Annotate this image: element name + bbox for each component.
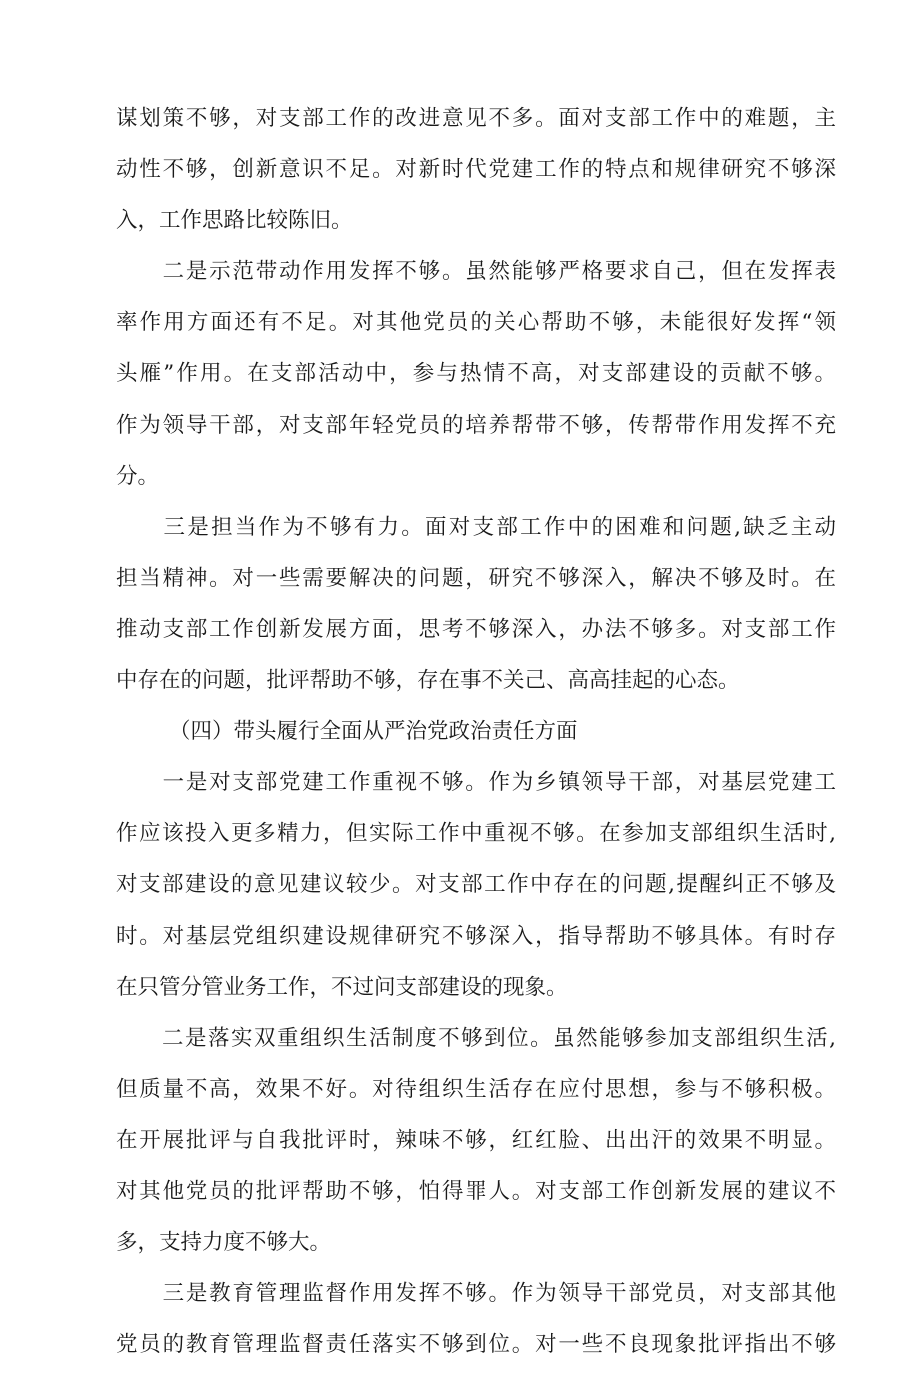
- text-line: 在只管分管业务工作，不过问支部建设的现象。: [116, 974, 568, 1000]
- text-line: 三是担当作为不够有力。面对支部工作中的困难和问题,缺乏主动: [116, 514, 836, 540]
- text-line: 入，工作思路比较陈旧。: [116, 208, 353, 234]
- text-line: 多，支持力度不够大。: [116, 1230, 332, 1256]
- section-heading: （四）带头履行全面从严治党政治责任方面: [169, 719, 578, 745]
- text-line: 作为领导干部，对支部年轻党员的培养帮带不够，传帮带作用发挥不充: [116, 412, 836, 438]
- text-line: 担当精神。对一些需要解决的问题，研究不够深入，解决不够及时。在: [116, 565, 836, 591]
- text-line: 作应该投入更多精力，但实际工作中重视不够。在参加支部组织生活时,: [116, 821, 836, 847]
- text-line: 二是示范带动作用发挥不够。虽然能够严格要求自己，但在发挥表: [116, 259, 836, 285]
- text-line: 时。对基层党组织建设规律研究不够深入，指导帮助不够具体。有时存: [116, 923, 836, 949]
- text-line: 一是对支部党建工作重视不够。作为乡镇领导干部，对基层党建工: [116, 770, 836, 796]
- text-line: 对其他党员的批评帮助不够，怕得罪人。对支部工作创新发展的建议不: [116, 1178, 836, 1204]
- text-line: 率作用方面还有不足。对其他党员的关心帮助不够，未能很好发挥“领: [116, 310, 836, 336]
- text-line: 在开展批评与自我批评时，辣味不够，红红脸、出出汗的效果不明显。: [116, 1127, 836, 1153]
- text-line: 谋划策不够，对支部工作的改进意见不多。面对支部工作中的难题，主: [116, 106, 836, 131]
- text-line: 但质量不高，效果不好。对待组织生活存在应付思想，参与不够积极。: [116, 1076, 836, 1102]
- text-line: 动性不够，创新意识不足。对新时代党建工作的特点和规律研究不够深: [116, 157, 836, 183]
- text-line: 二是落实双重组织生活制度不够到位。虽然能够参加支部组织生活,: [116, 1025, 836, 1051]
- text-line: 头雁”作用。在支部活动中，参与热情不高，对支部建设的贡献不够。: [116, 361, 836, 387]
- document-body: [116, 99, 836, 1376]
- text-line: 推动支部工作创新发展方面，思考不够深入，办法不够多。对支部工作: [116, 616, 836, 642]
- text-line: 三是教育管理监督作用发挥不够。作为领导干部党员，对支部其他: [116, 1281, 836, 1307]
- text-line: 中存在的问题，批评帮助不够，存在事不关己、高高挂起的心态。: [116, 668, 740, 694]
- text-line: 分。: [116, 463, 160, 489]
- text-line: 对支部建设的意见建议较少。对支部工作中存在的问题,提醒纠正不够及: [116, 872, 836, 898]
- text-line: 党员的教育管理监督责任落实不够到位。对一些不良现象批评指出不够: [116, 1332, 836, 1358]
